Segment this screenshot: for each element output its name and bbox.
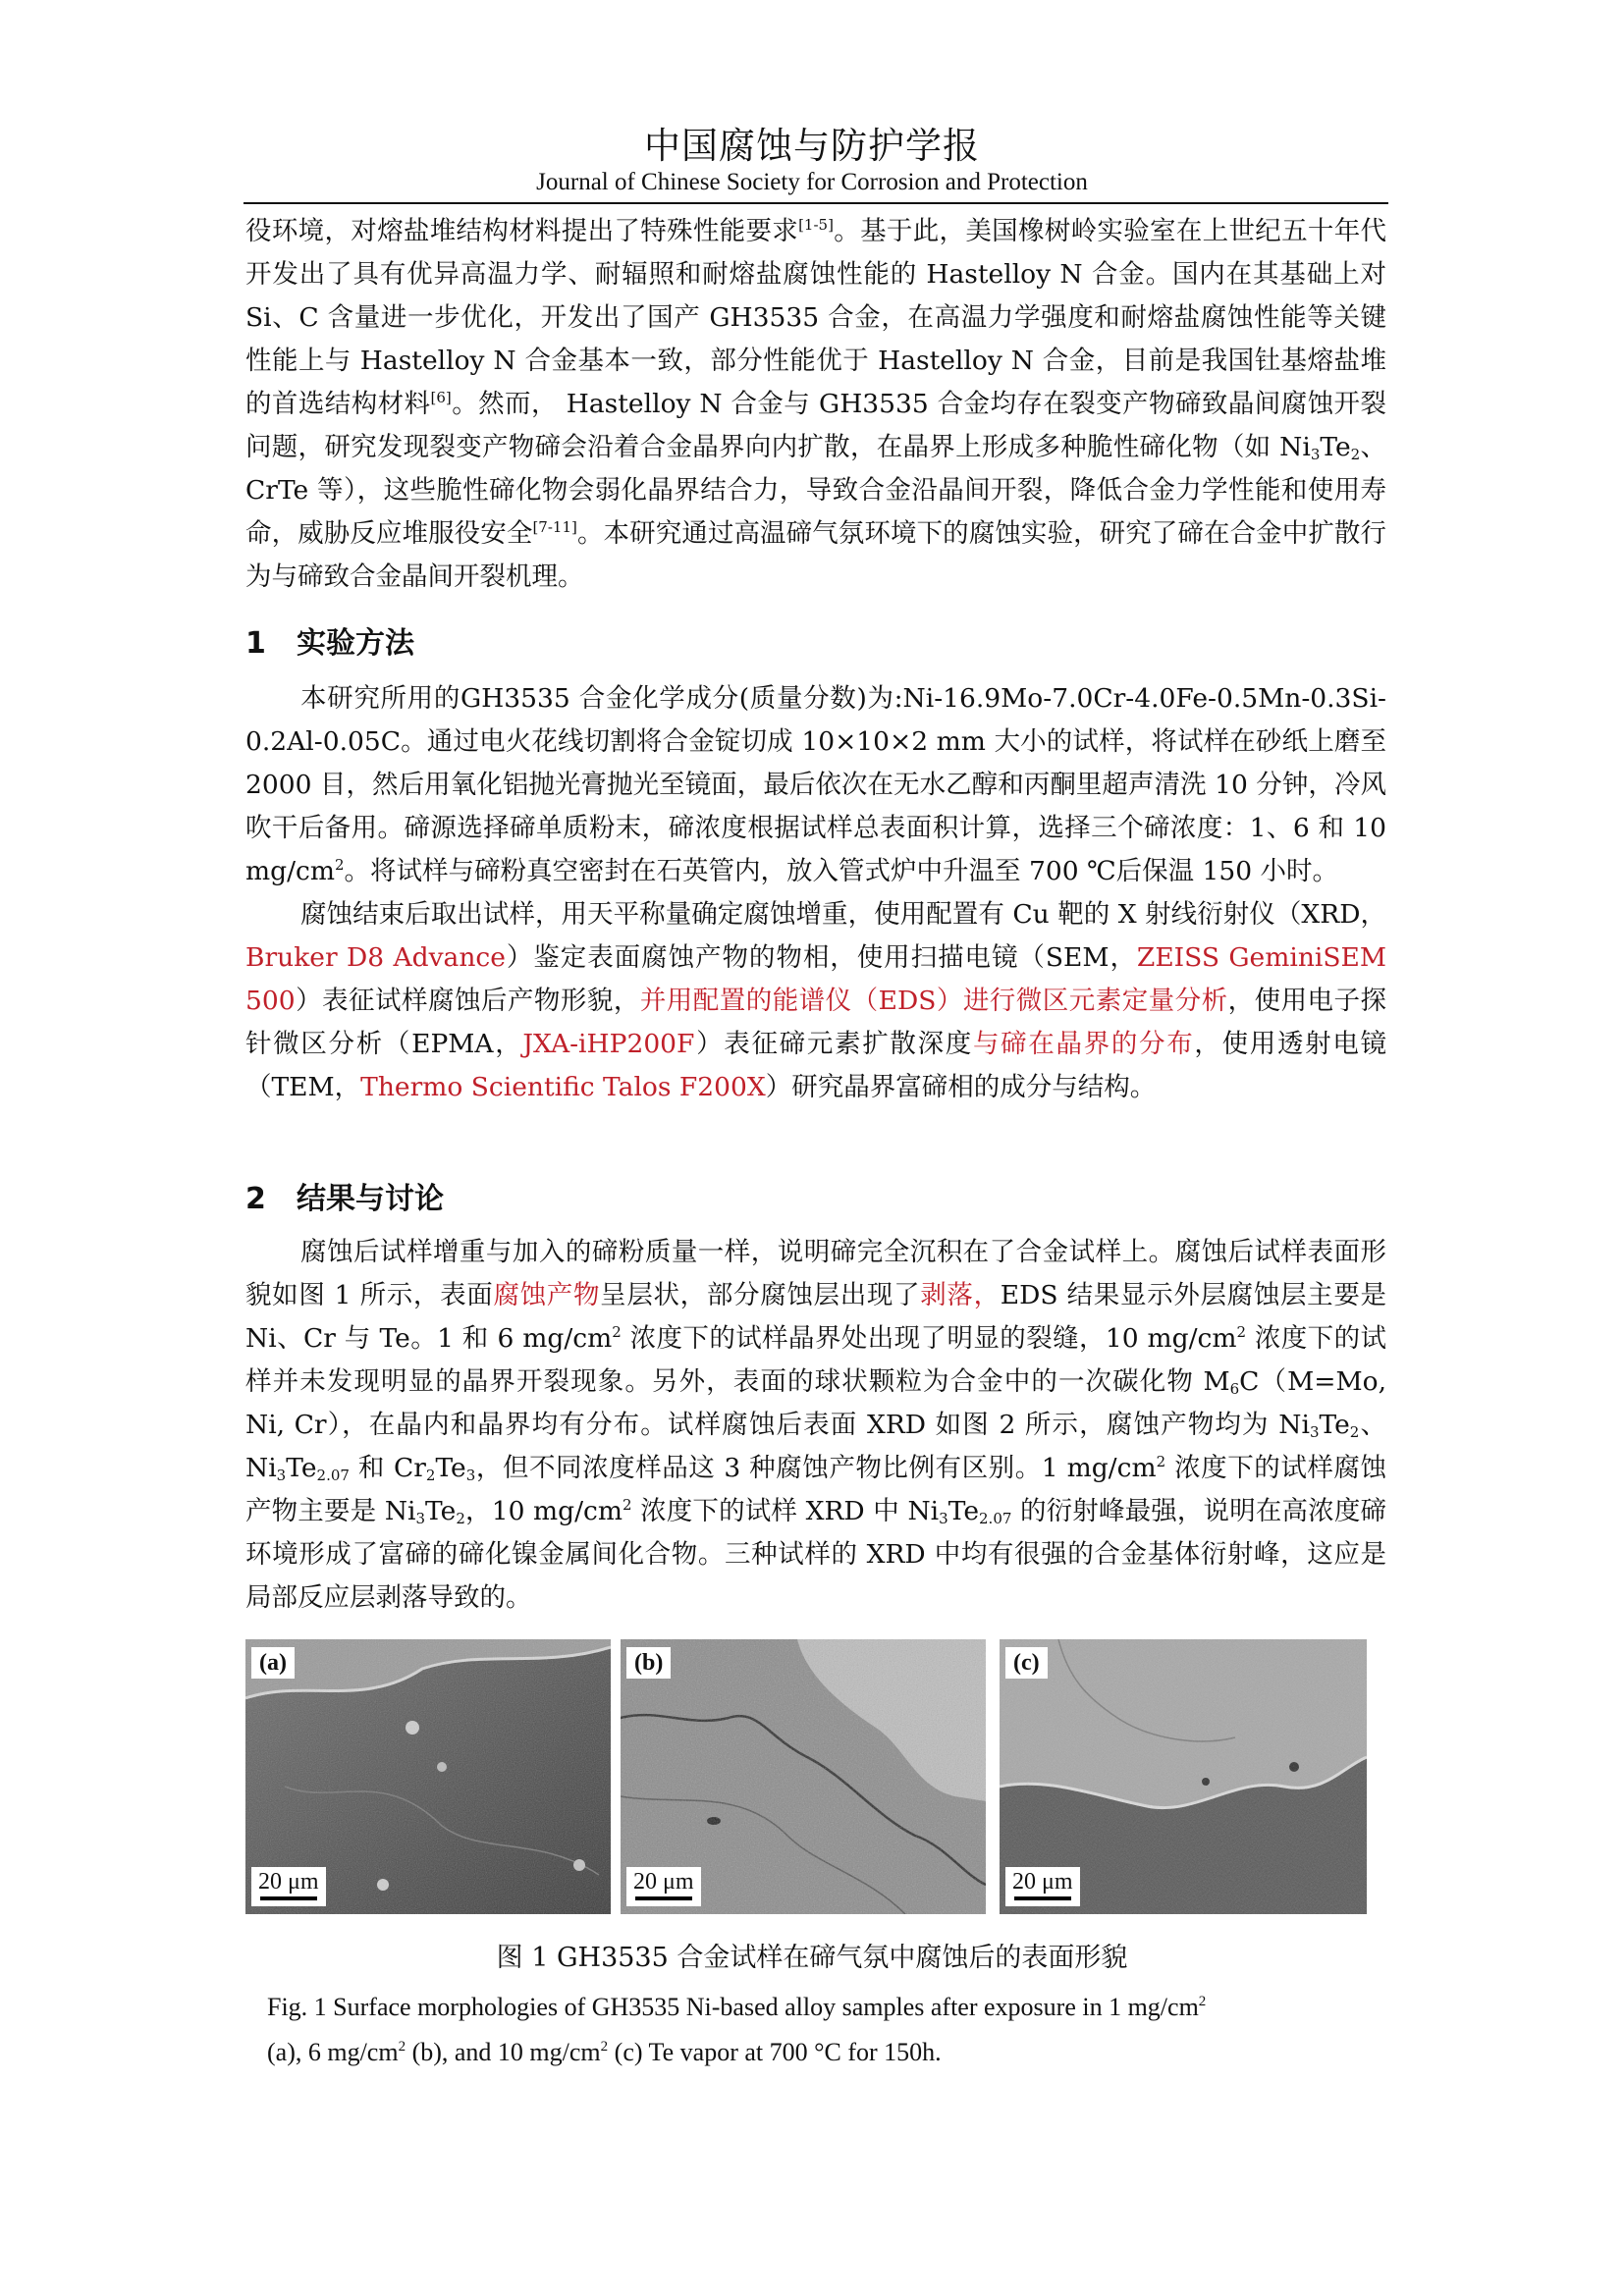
text-run: Fig. 1 Surface morphologies of GH3535 Ni-based alloy samples after exposure in 1 mg/cm	[267, 1993, 1199, 2021]
text-run: 和 Cr	[349, 1453, 426, 1483]
scale-bar-b	[626, 1867, 701, 1906]
section1-body	[245, 677, 1386, 1109]
citation: [7-11]	[532, 518, 577, 536]
highlight-text: JXA-iHP200F	[522, 1029, 695, 1059]
text-run: 腐蚀结束后取出试样，用天平称量确定腐蚀增重，使用配置有 Cu 靶的 X 射线衍射仪（XRD，	[300, 899, 1386, 930]
text-run: ，但不同浓度样品这 3 种腐蚀产物比例有区别。1 mg/cm	[475, 1453, 1157, 1483]
subscript: 2.07	[979, 1510, 1012, 1527]
highlight-text: 腐蚀产物	[493, 1280, 601, 1310]
text-run: ）表征碲元素扩散深度	[694, 1029, 973, 1059]
subscript: 2	[425, 1467, 436, 1484]
text-run: Te	[435, 1453, 466, 1483]
method-paragraph-1	[245, 677, 1386, 893]
text-run: EDS 结果显示外层腐蚀层主要是 Ni、Cr 与 Te。1 和 6 mg/cm	[245, 1280, 1387, 1354]
text-run: ，使用透射电镜（TEM，	[245, 1029, 1387, 1102]
text-run: C（M=Mo, Ni, Cr），在晶内和晶界均有分布。试样腐蚀后表面 XRD 如图 2 所示，腐蚀产物均为 Ni	[245, 1366, 1386, 1440]
scale-bar-a	[251, 1867, 326, 1906]
superscript: 2	[600, 2039, 609, 2055]
subscript: 3	[465, 1467, 476, 1484]
highlight-text: 与碲在晶界的分布	[972, 1029, 1195, 1059]
sem-image-b	[621, 1639, 986, 1914]
panel-label-c: (c)	[1005, 1647, 1048, 1679]
text-run: Te	[947, 1496, 980, 1526]
figure-caption-en	[267, 1985, 1386, 2075]
superscript: 2	[335, 856, 345, 874]
superscript: 2	[398, 2039, 406, 2055]
section-number: 2	[245, 1182, 266, 1216]
text-run: Te	[1320, 432, 1351, 462]
text-run: ，10 mg/cm	[464, 1496, 623, 1526]
text-run: 浓度下的试样晶界处出现了明显的裂缝，10 mg/cm	[621, 1323, 1237, 1354]
section-title: 结果与讨论	[297, 1182, 444, 1216]
panel-label-b: (b)	[626, 1647, 671, 1679]
subscript: 2	[456, 1510, 465, 1527]
intro-paragraph	[245, 210, 1386, 599]
journal-title-cn: 中国腐蚀与防护学报	[644, 125, 980, 167]
text-run: 腐蚀后试样增重与加入的碲粉质量一样，说明碲完全沉积在了合金试样上。腐蚀后试样表面形貌如图 1 所示，表面	[245, 1237, 1386, 1310]
superscript: 2	[623, 1496, 632, 1514]
section-title: 实验方法	[297, 626, 414, 661]
subscript: 3	[1310, 446, 1321, 463]
panel-label-a: (a)	[251, 1647, 295, 1679]
text-run: 。基于此，美国橡树岭实验室在上世纪五十年代开发出了具有优异高温力学、耐辐照和耐熔盐腐蚀性能的 Hastelloy N 合金。国内在其基础上对 Si、C 含量进一步优化，开发出了国产 GH3535 合金，在高温力学强度和耐熔盐腐蚀性能等关键性能上与 Hastelloy N 合金基本一致，部分性能优于 Hastelloy N 合金，目前是我国钍基熔盐堆的首选结构材料	[245, 216, 1387, 419]
figure-caption-cn: 图 1 GH3535 合金试样在碲气氛中腐蚀后的表面形貌	[496, 1943, 1128, 1973]
text-run: 、Ni	[245, 1410, 1386, 1483]
scale-label: 20 μm	[258, 1869, 319, 1895]
superscript: 2	[1156, 1453, 1166, 1470]
text-run: 。然而， Hastelloy N 合金与 GH3535 合金均存在裂变产物碲致晶间腐蚀开裂问题，研究发现裂变产物碲会沿着合金晶界向内扩散，在晶界上形成多种脆性碲化物（如 Ni	[245, 389, 1386, 462]
section-heading-1	[245, 618, 414, 662]
subscript: 3	[276, 1467, 287, 1484]
text-run: 。本研究通过高温碲气氛环境下的腐蚀实验，研究了碲在合金中扩散行为与碲致合金晶间开裂机理。	[245, 518, 1387, 592]
text-run: 呈层状，部分腐蚀层出现了	[600, 1280, 921, 1310]
highlight-text: 并用配置的能谱仪（EDS）进行微区元素定量分析	[639, 986, 1228, 1016]
text-run: 浓度下的试样并未发现明显的晶界开裂现象。另外，表面的球状颗粒为合金中的一次碳化物 M	[245, 1323, 1386, 1397]
section2-body	[245, 1231, 1386, 1620]
text-run: Te	[425, 1496, 457, 1526]
subscript: 3	[1309, 1423, 1320, 1441]
scale-label: 20 μm	[1012, 1869, 1073, 1895]
section-number: 1	[245, 626, 266, 661]
method-paragraph-2	[245, 893, 1386, 1109]
subscript: 2.07	[316, 1467, 350, 1484]
journal-title-en: Journal of Chinese Society for Corrosion and Protection	[536, 169, 1088, 195]
sem-image-c	[1000, 1639, 1367, 1914]
scale-line	[635, 1896, 692, 1900]
text-run: 浓度下的试样腐蚀产物主要是 Ni	[245, 1453, 1386, 1526]
highlight-text: ZEISS GeminiSEM 500	[245, 942, 1386, 1016]
superscript: 2	[1198, 1994, 1207, 2009]
text-run: 的衍射峰最强，说明在高浓度碲环境形成了富碲的碲化镍金属间化合物。三种试样的 XRD 中均有很强的合金基体衍射峰，这应是局部反应层剥落导致的。	[245, 1496, 1386, 1613]
text-run: 。将试样与碲粉真空密封在石英管内，放入管式炉中升温至 700 ℃后保温 150 小时。	[344, 856, 1339, 886]
highlight-text: 剥落，	[920, 1280, 1001, 1310]
text-run: Te	[1319, 1410, 1350, 1440]
intro-section	[245, 210, 1386, 599]
text-run: (a), 6 mg/cm	[267, 2038, 399, 2066]
results-paragraph	[245, 1231, 1386, 1620]
subscript: 2	[1349, 1423, 1360, 1441]
citation: [1-5]	[798, 216, 834, 234]
text-run: 浓度下的试样 XRD 中 Ni	[631, 1496, 940, 1526]
sem-image-a	[245, 1639, 611, 1914]
section-heading-2	[245, 1174, 444, 1217]
text-run: 本研究所用的GH3535 合金化学成分(质量分数)为:Ni-16.9Mo-7.0Cr-4.0Fe-0.5Mn-0.3Si-0.2Al-0.05C。通过电火花线切割将合金锭切成 10×10×2 mm 大小的试样，将试样在砂纸上磨至 2000 目，然后用氧化铝抛光膏抛光至镜面，最后依次在无水乙醇和丙酮里超声清洗 10 分钟，冷风吹干后备用。碲源选择碲单质粉末，碲浓度根据试样总表面积计算，选择三个碲浓度：1、6 和 10 mg/cm	[245, 683, 1386, 886]
highlight-text: Thermo Scientific Talos F200X	[360, 1072, 766, 1102]
text-run: (c) Te vapor at 700 °C for 150h.	[608, 2038, 942, 2066]
subscript: 2	[1350, 446, 1361, 463]
superscript: 2	[612, 1323, 622, 1341]
text-run: 、CrTe 等），这些脆性碲化物会弱化晶界结合力，导致合金沿晶间开裂，降低合金力学性能和使用寿命，威胁反应堆服役安全	[245, 432, 1386, 549]
scale-bar-c	[1005, 1867, 1080, 1906]
text-run: ，使用电子探针微区分析（EPMA，	[245, 986, 1387, 1059]
header-divider	[244, 202, 1388, 204]
scale-line	[1014, 1896, 1071, 1900]
text-run: ）表征试样腐蚀后产物形貌，	[295, 986, 640, 1016]
highlight-text: Bruker D8 Advance	[245, 942, 506, 973]
text-run: (b), and 10 mg/cm	[406, 2038, 601, 2066]
text-run: 役环境，对熔盐堆结构材料提出了特殊性能要求	[245, 216, 799, 246]
scale-line	[260, 1896, 317, 1900]
subscript: 3	[415, 1510, 426, 1527]
superscript: 2	[1236, 1323, 1247, 1341]
text-run: Te	[286, 1453, 317, 1483]
subscript: 3	[939, 1510, 948, 1527]
text-run: ）鉴定表面腐蚀产物的物相，使用扫描电镜（SEM，	[505, 942, 1137, 973]
text-run: ）研究晶界富碲相的成分与结构。	[765, 1072, 1157, 1102]
scale-label: 20 μm	[633, 1869, 694, 1895]
citation: [6]	[430, 389, 452, 406]
subscript: 6	[1229, 1380, 1240, 1398]
